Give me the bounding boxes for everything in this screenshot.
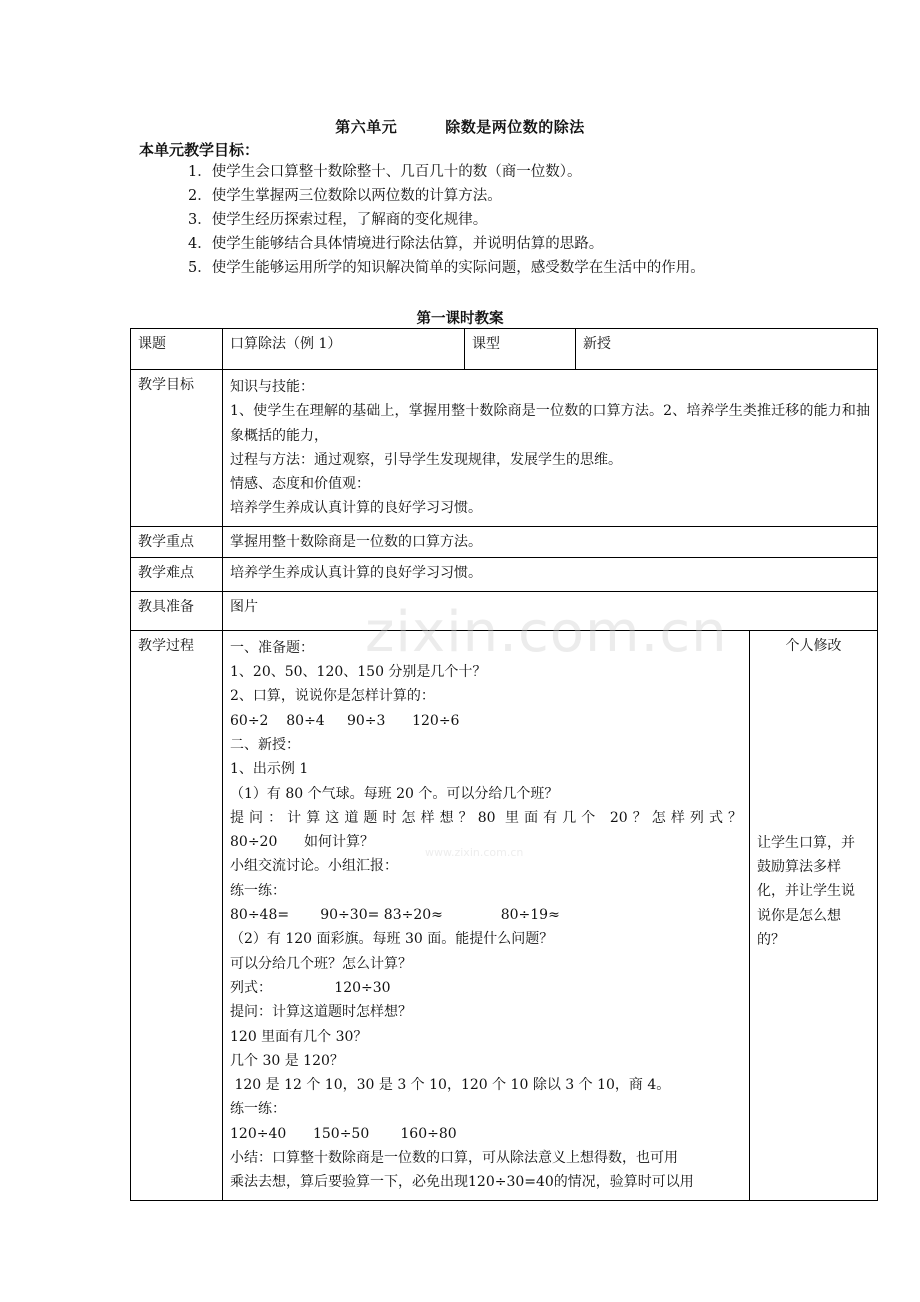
process-line: （2）有 120 面彩旗。每班 30 面。能提什么问题？ <box>230 931 554 948</box>
unit-goal-item: 4．使学生能够结合具体情境进行除法估算，并说明估算的思路。 <box>188 236 604 252</box>
process-line: 80÷48= 90÷30= 83÷20≈ 80÷19≈ <box>230 907 560 924</box>
edit-note-line: 化，并让学生说 <box>757 883 855 900</box>
process-line: 几个 30 是 120？ <box>230 1052 344 1069</box>
process-line: 一、准备题： <box>230 639 314 656</box>
difficulty-value: 培养学生养成认真计算的良好学习习惯。 <box>223 557 878 591</box>
edit-column <box>750 630 878 1200</box>
process-line: 小组交流讨论。小组汇报： <box>230 858 398 875</box>
process-line: 2、口算，说说你是怎样计算的： <box>230 688 435 705</box>
process-line: 60÷2 80÷4 90÷3 120÷6 <box>230 712 460 729</box>
edit-note-line: 鼓励算法多样 <box>757 859 841 876</box>
process-line: 练一练： <box>230 882 286 899</box>
process-line: 列式： 120÷30 <box>230 979 391 996</box>
table-row <box>131 526 878 557</box>
process-line: （1）有 80 个气球。每班 20 个。可以分给几个班？ <box>230 785 559 802</box>
unit-goal-item: 3．使学生经历探索过程，了解商的变化规律。 <box>188 212 488 228</box>
edit-label: 个人修改 <box>785 637 842 654</box>
lesson-plan-table <box>130 328 878 1201</box>
watermark: zixin.com.cn <box>365 600 728 665</box>
process-line: 二、新授： <box>230 736 300 753</box>
topic-value: 口算除法（例 1） <box>223 329 465 370</box>
process-line: 可以分给几个班？怎么计算？ <box>230 955 412 972</box>
unit-number: 第六单元 <box>335 118 398 136</box>
topic-label: 课题 <box>131 329 223 370</box>
goals-line: 1、使学生在理解的基础上，掌握用整十数除商是一位数的口算方法。2、培养学生类推迁移的能力和抽象概括的能力， <box>230 403 870 444</box>
edit-note-line: 说你是怎么想 <box>757 907 841 924</box>
process-line: 提问：计算这道题时怎样想？ <box>230 1004 412 1021</box>
type-label: 课型 <box>465 329 576 370</box>
tools-value: 图片 <box>223 591 878 630</box>
edit-note-line: 让学生口算，并 <box>757 834 855 851</box>
goals-heading: 本单元教学目标： <box>139 141 260 159</box>
type-value: 新授 <box>576 329 878 370</box>
unit-goal-item: 1．使学生会口算整十数除整十、几百几十的数（商一位数）。 <box>188 164 582 180</box>
watermark-small: www.zixin.com.cn <box>425 846 524 859</box>
key-label: 教学重点 <box>131 526 223 557</box>
process-line: 80÷20 如何计算？ <box>230 834 375 851</box>
process-line: 120 是 12 个 10，30 是 3 个 10，120 个 10 除以 3 个 10，商 4。 <box>230 1077 671 1094</box>
process-line: 练一练： <box>230 1101 286 1118</box>
process-line: 120 里面有几个 30？ <box>230 1028 368 1045</box>
table-row <box>131 630 878 1200</box>
process-content <box>223 630 750 1200</box>
process-line: 小结：口算整十数除商是一位数的口算，可从除法意义上想得数，也可用 <box>230 1150 678 1167</box>
unit-topic: 除数是两位数的除法 <box>445 118 585 136</box>
unit-goals-list <box>188 162 705 282</box>
goals-line: 知识与技能： <box>230 379 314 395</box>
lesson-title: 第一课时教案 <box>416 310 504 327</box>
process-line: 1、出示例 1 <box>230 761 309 778</box>
unit-goal-item: 2．使学生掌握两三位数除以两位数的计算方法。 <box>188 188 502 204</box>
unit-goal-item: 5．使学生能够运用所学的知识解决简单的实际问题，感受数学在生活中的作用。 <box>188 260 705 276</box>
process-line: 提问：计算这道题时怎样想？80 里面有几个 20？怎样列式？ <box>230 809 742 826</box>
table-row <box>131 329 878 370</box>
goals-label: 教学目标 <box>131 370 223 527</box>
table-row <box>131 557 878 591</box>
process-line: 120÷40 150÷50 160÷80 <box>230 1125 457 1142</box>
process-line: 1、20、50、120、150 分别是几个十？ <box>230 664 487 681</box>
unit-title <box>0 116 920 137</box>
goals-line: 过程与方法：通过观察，引导学生发现规律，发展学生的思维。 <box>230 451 622 468</box>
table-row <box>131 591 878 630</box>
edit-note-line: 的？ <box>757 931 785 948</box>
goals-line: 培养学生养成认真计算的良好学习习惯。 <box>230 500 482 517</box>
tools-label: 教具准备 <box>131 591 223 630</box>
process-line: 乘法去想，算后要验算一下，必免出现120÷30=40的情况，验算时可以用 <box>230 1174 694 1191</box>
edit-note <box>757 656 870 952</box>
goals-content <box>223 370 878 527</box>
goals-line: 情感、态度和价值观： <box>230 476 370 493</box>
key-value: 掌握用整十数除商是一位数的口算方法。 <box>223 526 878 557</box>
difficulty-label: 教学难点 <box>131 557 223 591</box>
table-row <box>131 370 878 527</box>
process-label: 教学过程 <box>131 630 223 1200</box>
